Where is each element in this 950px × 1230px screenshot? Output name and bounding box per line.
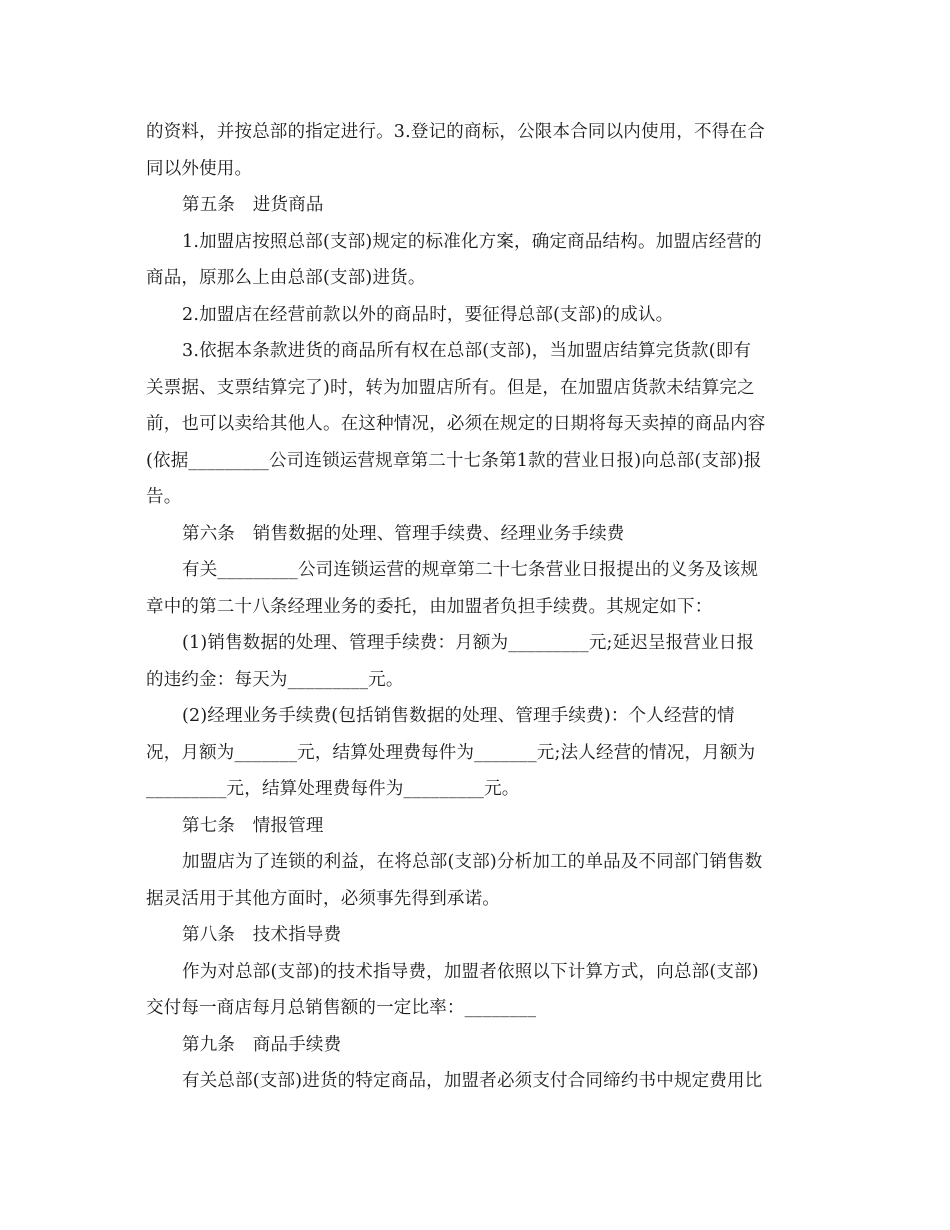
text-line: 第八条 技术指导费 <box>182 925 342 945</box>
text-line: (1)销售数据的处理、管理手续费：月额为_________元;延迟呈报营业日报 <box>182 633 755 653</box>
text-line: _________元，结算处理费每件为_________元。 <box>146 779 520 799</box>
text-line: 的资料，并按总部的指定进行。3.登记的商标，公限本合同以内使用，不得在合 <box>146 122 765 142</box>
text-line: 第六条 销售数据的处理、管理手续费、经理业务手续费 <box>182 523 625 544</box>
text-line: 同以外使用。 <box>146 158 253 179</box>
text-line: 加盟店为了连锁的利益，在将总部(支部)分析加工的单品及不同部门销售数 <box>182 852 763 872</box>
text-line: 况，月额为_______元，结算处理费每件为_______元;法人经营的情况，月额为 <box>146 742 756 763</box>
text-line: 1.加盟店按照总部(支部)规定的标准化方案，确定商品结构。加盟店经营的 <box>182 231 762 252</box>
text-line: 2.加盟店在经营前款以外的商品时，要征得总部(支部)的成认。 <box>182 304 674 325</box>
text-line: (依据_________公司连锁运营规章第二十七条第1款的营业日报)向总部(支部)报 <box>146 450 762 471</box>
document-page <box>146 114 806 1100</box>
text-line: 第九条 商品手续费 <box>182 1034 342 1055</box>
text-line: 商品，原那么上由总部(支部)进货。 <box>146 268 426 288</box>
text-line: 的违约金：每天为_________元。 <box>146 669 404 690</box>
text-line: 有关_________公司连锁运营的规章第二十七条营业日报提出的义务及该规 <box>182 560 759 580</box>
text-line: 前，也可以卖给其他人。在这种情况，必须在规定的日期将每天卖掉的商品内容 <box>146 414 766 434</box>
text-line: 第七条 情报管理 <box>182 815 324 836</box>
text-line: 告。 <box>146 487 182 507</box>
text-line: 据灵活用于其他方面时，必须事先得到承诺。 <box>146 888 500 909</box>
text-line: 关票据、支票结算完了)时，转为加盟店所有。但是，在加盟店货款未结算完之 <box>146 377 755 398</box>
text-line: 第五条 进货商品 <box>182 195 324 215</box>
text-line: 交付每一商店每月总销售额的一定比率：________ <box>146 998 537 1018</box>
text-line: 3.依据本条款进货的商品所有权在总部(支部)，当加盟店结算完货款(即有 <box>182 341 752 361</box>
text-line: 作为对总部(支部)的技术指导费，加盟者依照以下计算方式，向总部(支部) <box>182 961 759 982</box>
text-line: (2)经理业务手续费(包括销售数据的处理、管理手续费)：个人经营的情 <box>182 706 735 726</box>
text-line: 有关总部(支部)进货的特定商品，加盟者必须支付合同缔约书中规定费用比 <box>182 1071 763 1091</box>
text-line: 章中的第二十八条经理业务的委托，由加盟者负担手续费。其规定如下： <box>146 596 713 617</box>
